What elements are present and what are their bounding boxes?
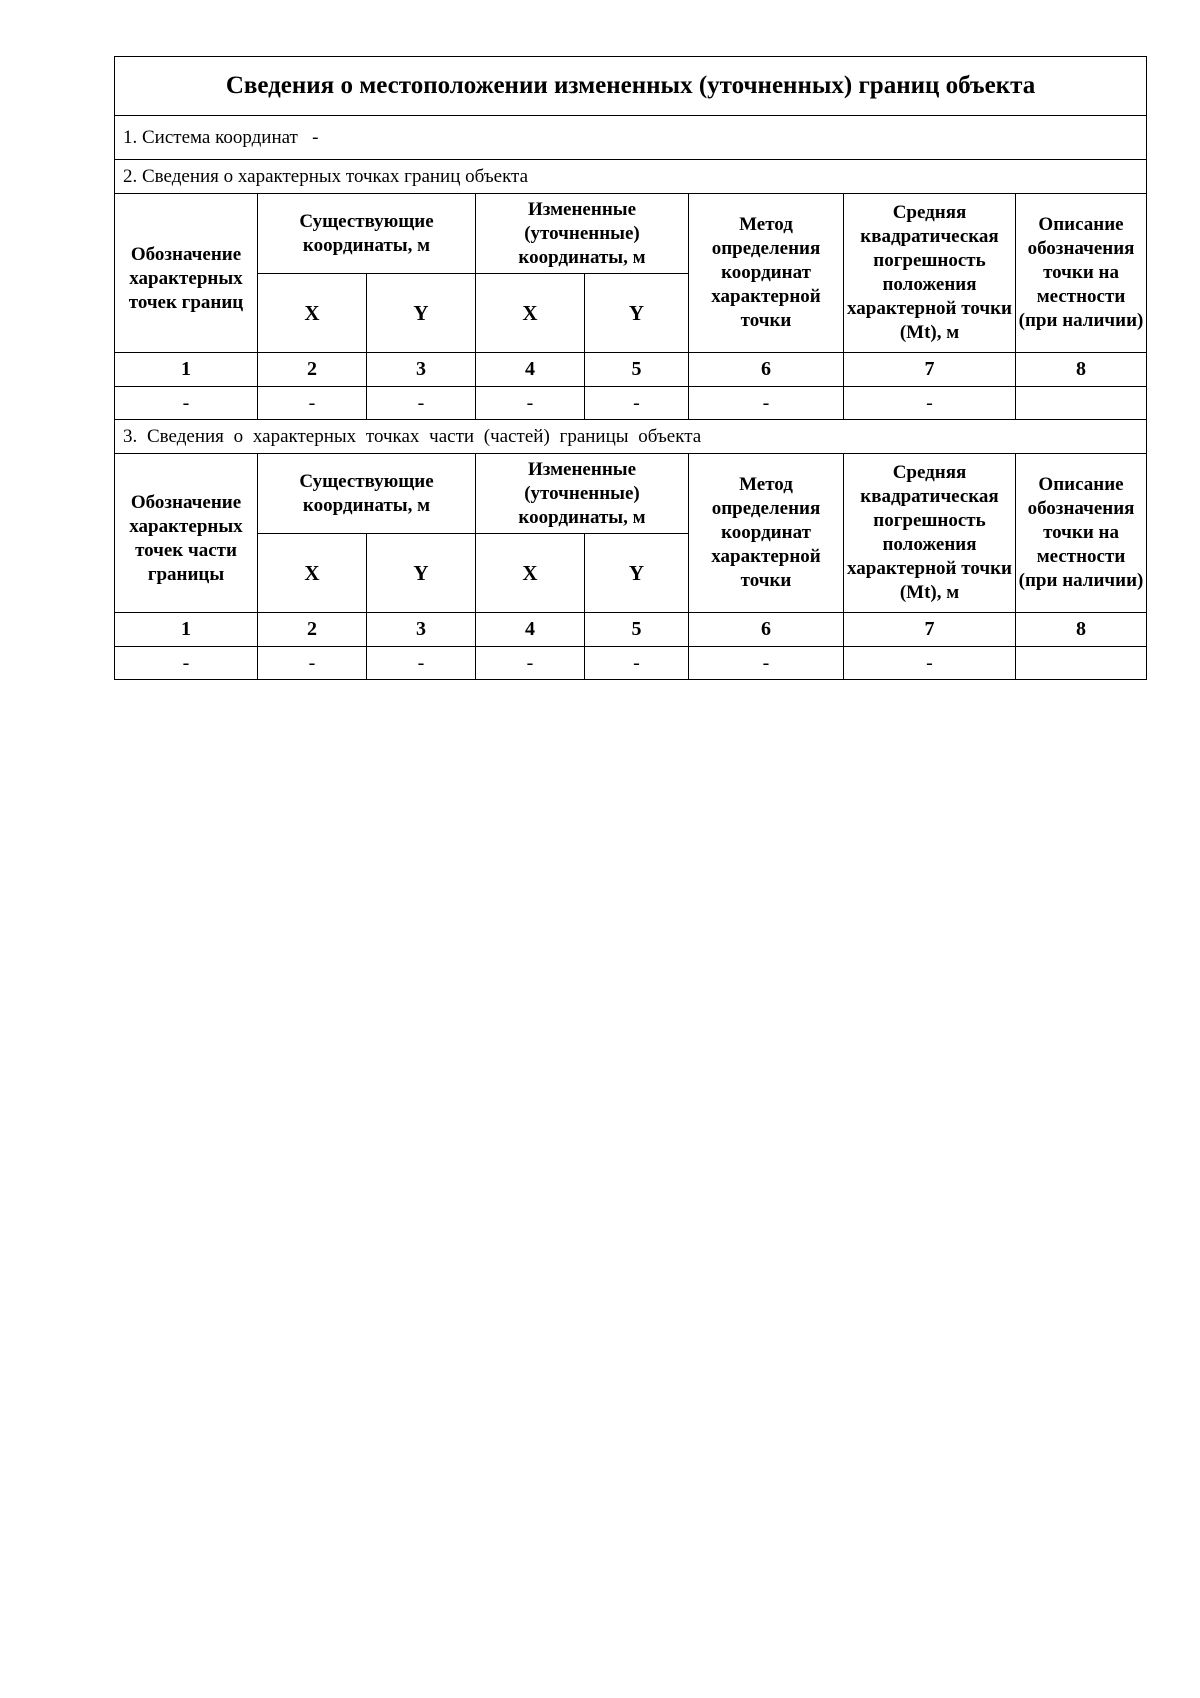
table-row xyxy=(115,647,1147,680)
table-row xyxy=(115,387,1147,420)
section2-existing-y: Y xyxy=(367,274,476,353)
column-number: 8 xyxy=(1016,613,1147,647)
section3-changed-y: Y xyxy=(585,534,689,613)
column-number: 3 xyxy=(367,353,476,387)
table-cell: - xyxy=(476,387,585,420)
column-number: 7 xyxy=(844,353,1016,387)
section2-heading-row xyxy=(115,160,1147,194)
table-cell xyxy=(1016,387,1147,420)
table-cell: - xyxy=(258,647,367,680)
section3-col-method: Метод определения координат характерной точки xyxy=(689,454,844,613)
table-cell: - xyxy=(585,387,689,420)
coord-system-text: 1. Система координат - xyxy=(115,116,1147,160)
document-title: Сведения о местоположении измененных (уточненных) границ объекта xyxy=(115,57,1147,116)
column-number: 7 xyxy=(844,613,1016,647)
column-number: 1 xyxy=(115,613,258,647)
title-row xyxy=(115,57,1147,116)
section2-changed-x: X xyxy=(476,274,585,353)
column-number: 2 xyxy=(258,353,367,387)
table-cell: - xyxy=(367,647,476,680)
column-number: 3 xyxy=(367,613,476,647)
section3-col-description: Описание обозначения точки на местности (при наличии) xyxy=(1016,454,1147,613)
section2-col-existing: Существующие координаты, м xyxy=(258,194,476,274)
section2-col-error: Средняя квадратическая погрешность положения характерной точки (Mt), м xyxy=(844,194,1016,353)
section3-numbers-row xyxy=(115,613,1147,647)
section2-col-method: Метод определения координат характерной точки xyxy=(689,194,844,353)
section2-heading: 2. Сведения о характерных точках границ объекта xyxy=(115,160,1147,194)
section2-col-description: Описание обозначения точки на местности (при наличии) xyxy=(1016,194,1147,353)
section3-col-changed: Измененные (уточненные) координаты, м xyxy=(476,454,689,534)
table-cell: - xyxy=(689,647,844,680)
section2-header-row xyxy=(115,194,1147,274)
column-number: 8 xyxy=(1016,353,1147,387)
section3-header-row xyxy=(115,454,1147,534)
section3-heading: 3. Сведения о характерных точках части (частей) границы объекта xyxy=(115,420,1147,454)
table-cell xyxy=(1016,647,1147,680)
table-cell: - xyxy=(689,387,844,420)
section3-heading-row xyxy=(115,420,1147,454)
table-cell: - xyxy=(585,647,689,680)
section2-col-changed: Измененные (уточненные) координаты, м xyxy=(476,194,689,274)
table-cell: - xyxy=(476,647,585,680)
column-number: 4 xyxy=(476,353,585,387)
table-cell: - xyxy=(115,387,258,420)
column-number: 5 xyxy=(585,353,689,387)
table-cell: - xyxy=(258,387,367,420)
table-cell: - xyxy=(844,387,1016,420)
table-cell: - xyxy=(844,647,1016,680)
section3-col-existing: Существующие координаты, м xyxy=(258,454,476,534)
column-number: 5 xyxy=(585,613,689,647)
boundary-points-table xyxy=(114,56,1147,680)
column-number: 4 xyxy=(476,613,585,647)
section2-col-designation: Обозначение характерных точек границ xyxy=(115,194,258,353)
column-number: 6 xyxy=(689,613,844,647)
column-number: 1 xyxy=(115,353,258,387)
section2-changed-y: Y xyxy=(585,274,689,353)
section3-col-designation: Обозначение характерных точек части границы xyxy=(115,454,258,613)
section3-existing-x: X xyxy=(258,534,367,613)
section2-existing-x: X xyxy=(258,274,367,353)
coord-system-row xyxy=(115,116,1147,160)
section3-changed-x: X xyxy=(476,534,585,613)
section3-col-error: Средняя квадратическая погрешность положения характерной точки (Mt), м xyxy=(844,454,1016,613)
table-cell: - xyxy=(367,387,476,420)
section3-existing-y: Y xyxy=(367,534,476,613)
column-number: 6 xyxy=(689,353,844,387)
table-cell: - xyxy=(115,647,258,680)
column-number: 2 xyxy=(258,613,367,647)
section2-numbers-row xyxy=(115,353,1147,387)
